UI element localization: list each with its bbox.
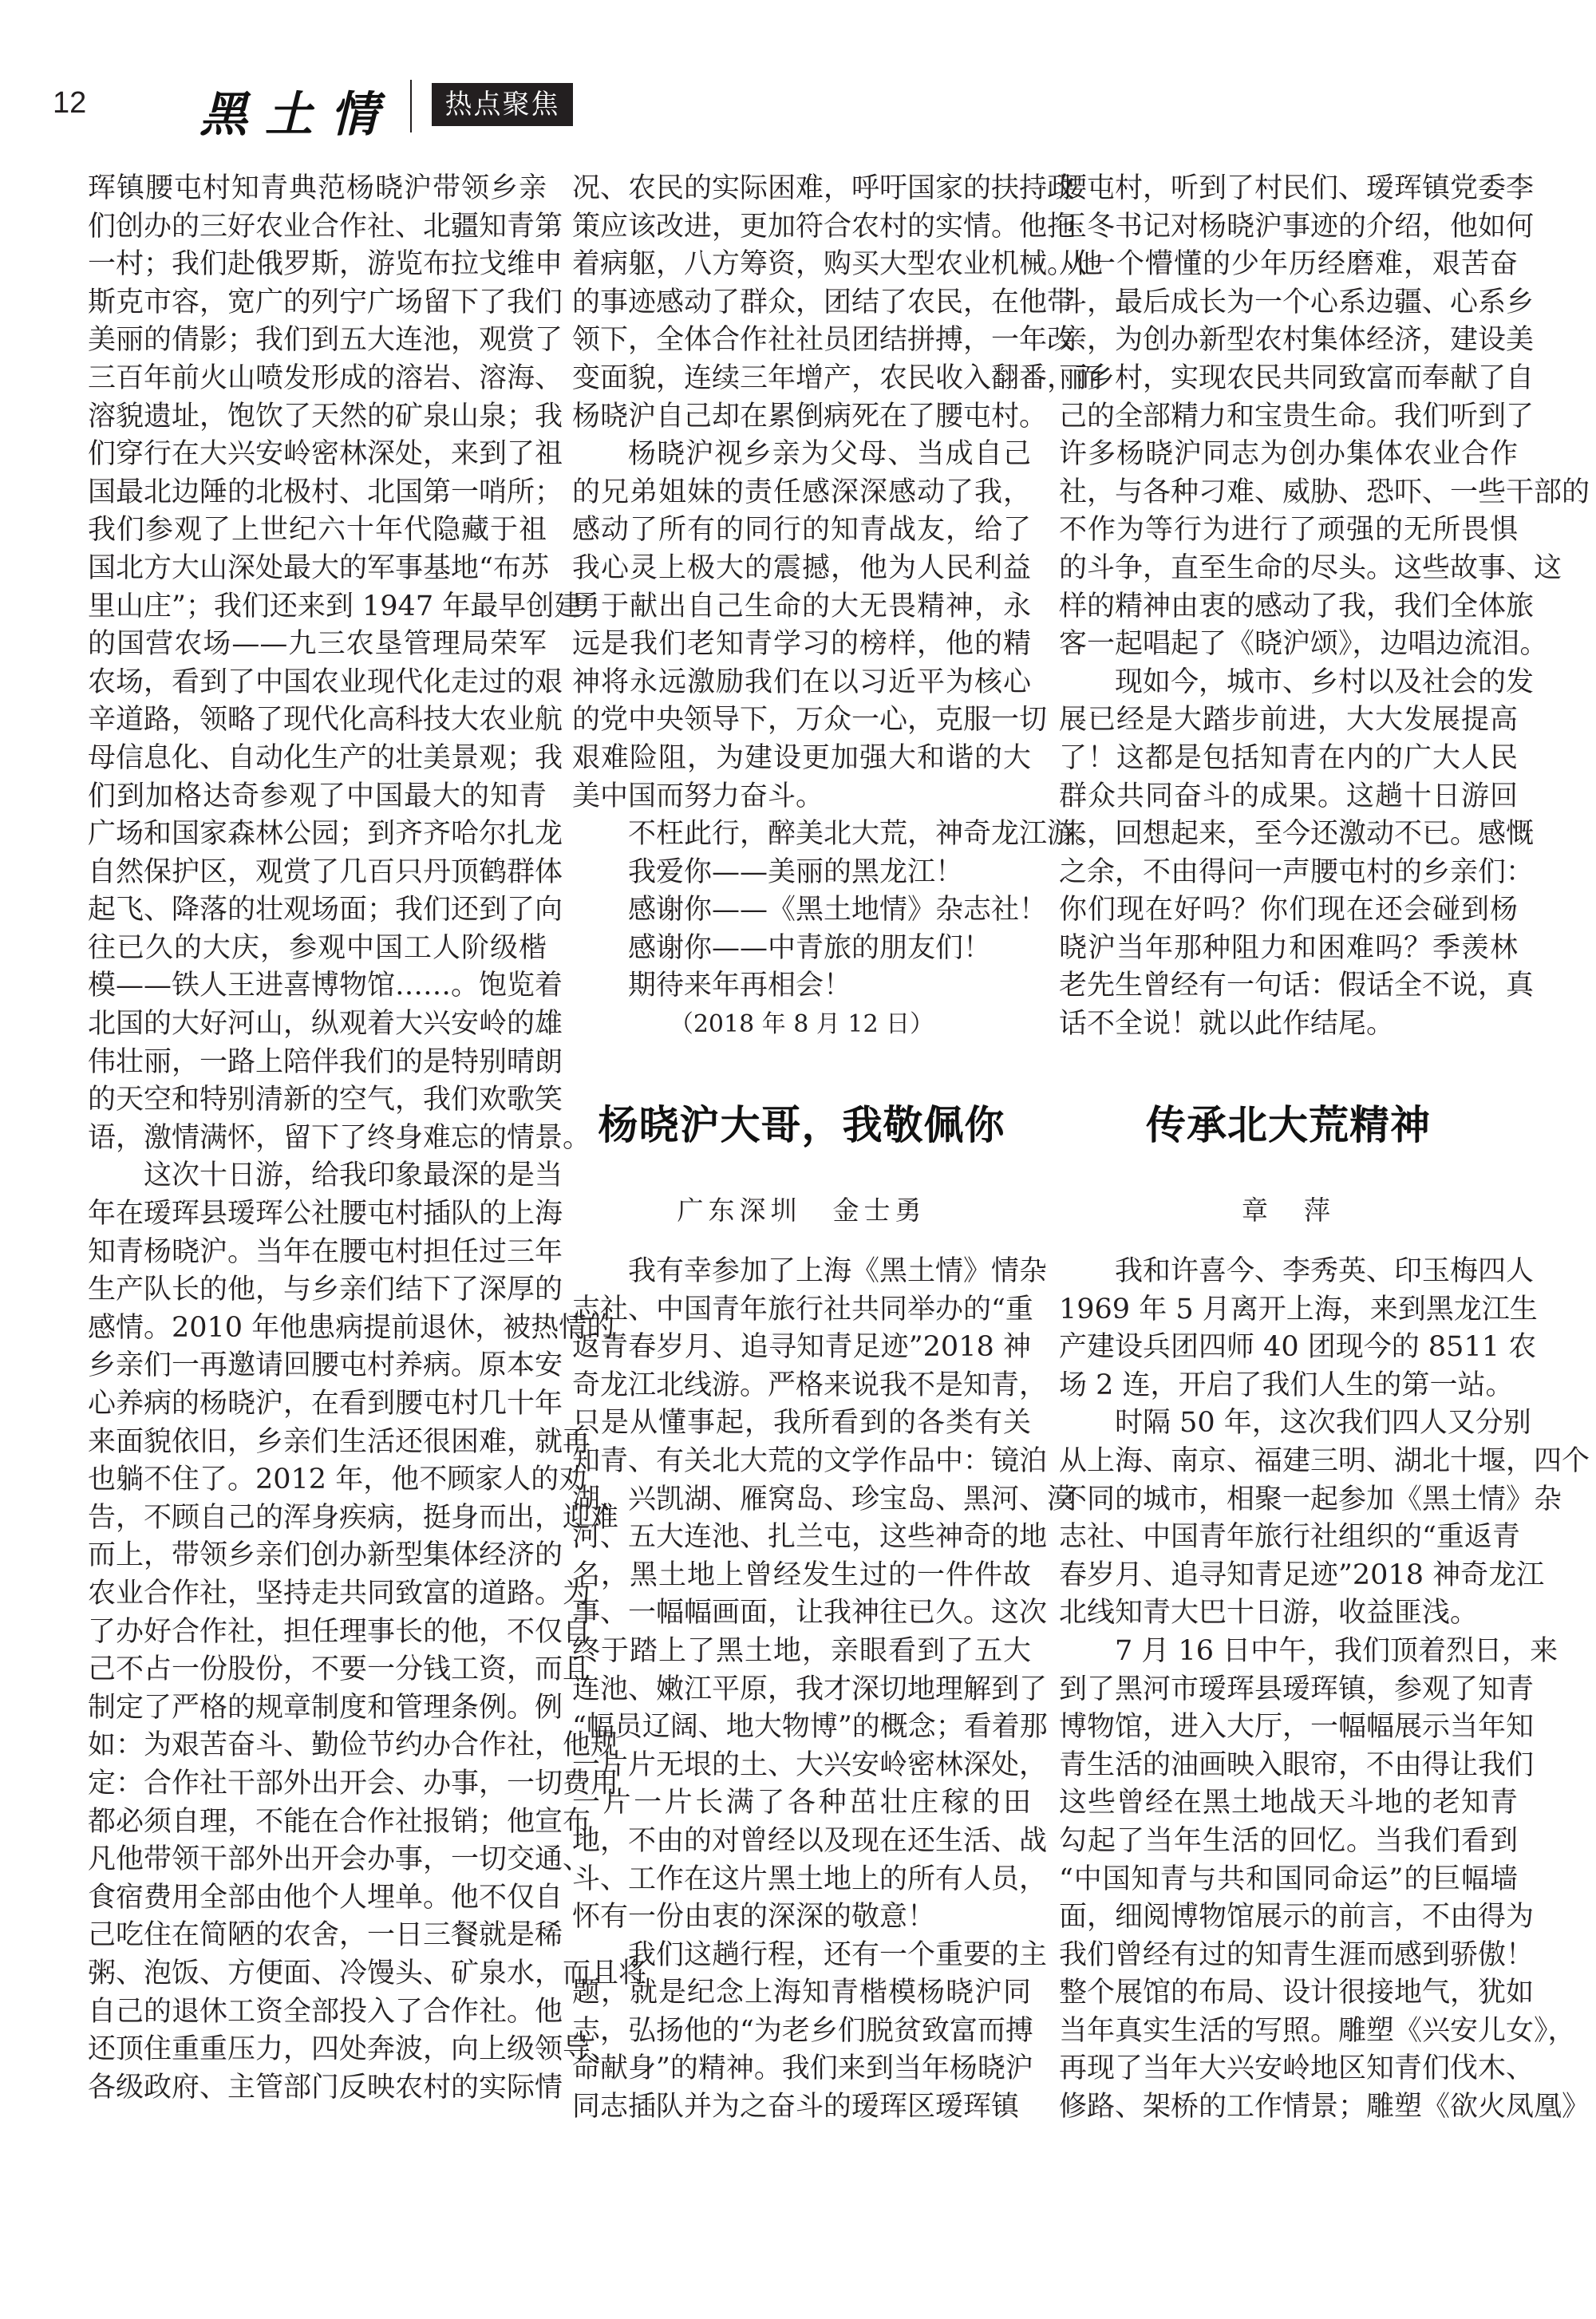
text-line: 往已久的大庆，参观中国工人阶级楷 xyxy=(88,931,547,964)
text-line: 凡他带领干部外出开会办事，一切交通、 xyxy=(88,1843,591,1876)
text-line: 北国的大好河山，纵观着大兴安岭的雄 xyxy=(88,1008,563,1041)
text-line: 变面貌，连续三年增产，农民收入翻番，而 xyxy=(572,361,1104,394)
text-line: 农场，看到了中国农业现代化走过的艰 xyxy=(88,666,563,698)
text-line: 们到加格达奇参观了中国最大的知青 xyxy=(88,780,547,812)
text-line: 感情。2010 年他患病提前退休，被热情的 xyxy=(88,1311,615,1344)
text-line: 社，与各种刁难、威胁、恐吓、一些干部的 xyxy=(1059,476,1590,508)
text-line: 定：合作社干部外出开会、办事，一切费用 xyxy=(88,1767,619,1799)
text-line: 场 2 连，开启了我们人生的第一站。 xyxy=(1059,1369,1514,1401)
text-line: 勾起了当年生活的回忆。当我们看到 xyxy=(1059,1824,1518,1857)
text-line: 面，细阅博物馆展示的前言，不由得为 xyxy=(1059,1901,1535,1934)
text-line: 不同的城市，相聚一起参加《黑土情》杂 xyxy=(1059,1483,1562,1515)
text-line: 事、一幅幅画面，让我神往已久。这次 xyxy=(572,1597,1048,1630)
text-line: 7 月 16 日中午，我们顶着烈日，来 xyxy=(1115,1634,1558,1667)
text-line: 青生活的油画映入眼帘，不由得让我们 xyxy=(1059,1748,1535,1781)
text-line: 知青、有关北大荒的文学作品中：镜泊 xyxy=(572,1444,1048,1477)
text-line: 的事迹感动了群众，团结了农民，在他带 xyxy=(572,286,1076,318)
text-line: 我们参观了上世纪六十年代隐藏于祖 xyxy=(88,514,547,547)
text-line: 生产队长的他，与乡亲们结下了深厚的 xyxy=(88,1274,563,1306)
poem-line: 感谢你——《黑土地情》杂志社！ xyxy=(628,894,1048,926)
article3-body xyxy=(1059,1253,1590,2127)
text-line: 志，弘扬他的“为老乡们脱贫致富而搏 xyxy=(572,2014,1033,2047)
text-line: 不作为等行为进行了顽强的无所畏惧 xyxy=(1059,514,1518,547)
text-line: 我心灵上极大的震撼，他为人民利益 xyxy=(572,551,1031,584)
text-line: 北线知青大巴十日游，收益匪浅。 xyxy=(1059,1597,1479,1630)
text-line: 自己的退休工资全部投入了合作社。他 xyxy=(88,1995,563,2028)
text-line: 玉冬书记对杨晓沪事迹的介绍，他如何 xyxy=(1059,210,1535,243)
page-number: 12 xyxy=(53,86,87,120)
text-line: 们创办的三好农业合作社、北疆知青第 xyxy=(88,210,563,243)
text-line: 命献身”的精神。我们来到当年杨晓沪 xyxy=(572,2052,1033,2085)
text-line: 起飞、降落的壮观场面；我们还到了向 xyxy=(88,894,563,926)
text-line: 丽乡村，实现农民共同致富而奉献了自 xyxy=(1059,361,1535,394)
text-line: 乡亲们一再邀请回腰屯村养病。原本安 xyxy=(88,1349,563,1382)
text-line: 客一起唱起了《晓沪颂》，边唱边流泪。 xyxy=(1059,628,1548,661)
text-line: 许多杨晓沪同志为创办集体农业合作 xyxy=(1059,438,1518,471)
text-line: 斯克市容，宽广的列宁广场留下了我们 xyxy=(88,286,563,318)
text-line: 腰屯村，听到了村民们、瑷珲镇党委李 xyxy=(1059,172,1535,204)
text-line: 的斗争，直至生命的尽头。这些故事、这 xyxy=(1059,551,1562,584)
text-line: 河、五大连池、扎兰屯，这些神奇的地 xyxy=(572,1521,1048,1554)
text-line: 三百年前火山喷发形成的溶岩、溶海、 xyxy=(88,361,563,394)
masthead-logo: 黑土情 xyxy=(200,87,396,143)
text-line: 溶貌遗址，饱饮了天然的矿泉山泉；我 xyxy=(88,400,563,433)
page-header xyxy=(0,0,1596,143)
text-line: 告，不顾自己的浑身疾病，挺身而出，迎难 xyxy=(88,1501,619,1534)
text-line: 群众共同奋斗的成果。这趟十日游回 xyxy=(1059,780,1518,812)
text-line: 杨晓沪视乡亲为父母、当成自己 xyxy=(628,438,1031,471)
text-line: 返青春岁月、追寻知青足迹”2018 神 xyxy=(572,1331,1031,1364)
text-line: 怀有一份由衷的深深的敬意！ xyxy=(572,1901,936,1934)
text-line: 国北方大山深处最大的军事基地“布苏 xyxy=(88,551,549,584)
text-line: 了办好合作社，担任理事长的他，不仅自 xyxy=(88,1615,591,1648)
text-line: 食宿费用全部由他个人埋单。他不仅自 xyxy=(88,1881,563,1914)
text-line: “幅员辽阔、地大物博”的概念；看着那 xyxy=(572,1711,1048,1744)
text-line: 到了黑河市瑷珲县瑷珲镇，参观了知青 xyxy=(1059,1673,1535,1705)
text-line: 题，就是纪念上海知青楷模杨晓沪同 xyxy=(572,1977,1031,2009)
text-line: 春岁月、追寻知青足迹”2018 神奇龙江 xyxy=(1059,1559,1545,1591)
header-divider xyxy=(410,80,412,132)
text-line: 远是我们老知青学习的榜样，他的精 xyxy=(572,628,1031,661)
text-line: 模——铁人王进喜博物馆……。饱览着 xyxy=(88,970,563,1002)
text-line: 语，激情满怀，留下了终身难忘的情景。 xyxy=(88,1121,591,1154)
text-line: 也躺不住了。2012 年，他不顾家人的劝 xyxy=(88,1464,587,1496)
text-line: 整个展馆的布局、设计很接地气，犹如 xyxy=(1059,1977,1535,2009)
text-line: 各级政府、主管部门反映农村的实际情 xyxy=(88,2071,563,2104)
article2-title: 杨晓沪大哥，我敬佩你 xyxy=(598,1102,1005,1148)
text-line: 们穿行在大兴安岭密林深处，来到了祖 xyxy=(88,438,563,471)
text-line: 老先生曾经有一句话：假话全不说，真 xyxy=(1059,970,1535,1002)
text-line: 之余，不由得问一声腰屯村的乡亲们： xyxy=(1059,855,1535,888)
article2-body xyxy=(572,1253,1076,2127)
text-line: 话不全说！就以此作结尾。 xyxy=(1059,1008,1395,1041)
text-line: 国最北边陲的北极村、北国第一哨所； xyxy=(88,476,563,508)
text-line: 从一个懵懂的少年历经磨难，艰苦奋 xyxy=(1059,248,1518,281)
text-line: 我有幸参加了上海《黑土情》情杂 xyxy=(628,1255,1048,1287)
text-line: 己不占一份股份，不要一分钱工资，而且 xyxy=(88,1653,591,1686)
text-line: 来，回想起来，至今还激动不已。感慨 xyxy=(1059,818,1535,851)
text-line: 里山庄”；我们还来到 1947 年最早创建 xyxy=(88,590,583,622)
text-line: 同志插队并为之奋斗的瑷珲区瑷珲镇 xyxy=(572,2091,1020,2123)
text-line: 名，黑土地上曾经发生过的一件件故 xyxy=(572,1559,1031,1591)
text-line: 着病躯，八方筹资，购买大型农业机械。他 xyxy=(572,248,1104,281)
text-line: 展已经是大踏步前进，大大发展提高 xyxy=(1059,704,1518,737)
text-line: 美丽的倩影；我们到五大连池，观赏了 xyxy=(88,324,563,357)
article3-header xyxy=(1059,1093,1518,1231)
text-line: 这次十日游，给我印象最深的是当 xyxy=(144,1160,563,1192)
text-line: 伟壮丽，一路上陪伴我们的是特别晴朗 xyxy=(88,1045,563,1078)
text-line: 湖、兴凯湖、雁窝岛、珍宝岛、黑河、漠 xyxy=(572,1483,1076,1515)
text-line: 时隔 50 年，这次我们四人又分别 xyxy=(1115,1407,1531,1440)
article3-byline: 章 萍 xyxy=(1242,1195,1335,1226)
text-line: 了！这都是包括知青在内的广大人民 xyxy=(1059,741,1518,774)
text-line: 如：为艰苦奋斗、勤俭节约办合作社，他规 xyxy=(88,1729,619,1762)
text-line: 奇龙江北线游。严格来说我不是知青， xyxy=(572,1369,1048,1401)
text-line: 粥、泡饭、方便面、冷馒头、矿泉水，而且将 xyxy=(88,1957,647,1989)
text-line: 辛道路，领略了现代化高科技大农业航 xyxy=(88,704,563,737)
text-line: 的党中央领导下，万众一心，克服一切 xyxy=(572,704,1048,737)
text-line: 晓沪当年那种阻力和困难吗？季羡林 xyxy=(1059,931,1518,964)
text-line: 领下，全体合作社社员团结拼搏，一年改 xyxy=(572,324,1076,357)
text-line: 珲镇腰屯村知青典范杨晓沪带领乡亲 xyxy=(88,172,547,204)
text-line: 博物馆，进入大厅，一幅幅展示当年知 xyxy=(1059,1711,1535,1744)
article1-column1 xyxy=(88,170,647,2107)
text-line: “中国知青与共和国同命运”的巨幅墙 xyxy=(1059,1863,1518,1895)
article1-column2 xyxy=(572,170,1104,1044)
article2-column3 xyxy=(1059,170,1590,1044)
text-line: 一村；我们赴俄罗斯，游览布拉戈维申 xyxy=(88,248,563,281)
text-line: 只是从懂事起，我所看到的各类有关 xyxy=(572,1407,1031,1440)
text-line: 连池、嫩江平原，我才深切地理解到了 xyxy=(572,1673,1048,1705)
poem-line: 感谢你——中青旅的朋友们！ xyxy=(628,931,992,964)
text-line: 当年真实生活的写照。雕塑《兴安儿女》， xyxy=(1059,2014,1576,2047)
text-line: 艰难险阻，为建设更加强大和谐的大 xyxy=(572,741,1031,774)
text-line: 广场和国家森林公园；到齐齐哈尔扎龙 xyxy=(88,818,563,851)
text-line: 地，不由的对曾经以及现在还生活、战 xyxy=(572,1824,1048,1857)
text-line: 况、农民的实际困难，呼吁国家的扶持政 xyxy=(572,172,1076,204)
text-line: 现如今，城市、乡村以及社会的发 xyxy=(1115,666,1535,698)
text-line: 我和许喜今、李秀英、印玉梅四人 xyxy=(1115,1255,1535,1287)
text-line: 样的精神由衷的感动了我，我们全体旅 xyxy=(1059,590,1535,622)
text-line: 1969 年 5 月离开上海，来到黑龙江生 xyxy=(1059,1293,1538,1325)
text-line: 从上海、南京、福建三明、湖北十堰，四个 xyxy=(1059,1444,1590,1477)
text-line: 感动了所有的同行的知青战友，给了 xyxy=(572,514,1031,547)
section-tag: 热点聚焦 xyxy=(432,83,573,126)
article2-byline: 广东深圳 金士勇 xyxy=(677,1195,926,1226)
text-line: 制定了严格的规章制度和管理条例。例 xyxy=(88,1691,563,1724)
text-line: 知青杨晓沪。当年在腰屯村担任过三年 xyxy=(88,1235,563,1268)
text-line: 我们这趟行程，还有一个重要的主 xyxy=(628,1938,1048,1971)
article3-title: 传承北大荒精神 xyxy=(1146,1102,1431,1148)
text-line: 还顶住重重压力，四处奔波，向上级领导、 xyxy=(88,2033,619,2066)
poem-line: 期待来年再相会！ xyxy=(628,970,852,1002)
text-line: 终于踏上了黑土地，亲眼看到了五大 xyxy=(572,1634,1031,1667)
text-line: 志社、中国青年旅行社组织的“重返青 xyxy=(1059,1521,1520,1554)
text-line: 的国营农场——九三农垦管理局荣军 xyxy=(88,628,547,661)
text-line: 斗、工作在这片黑土地上的所有人员， xyxy=(572,1863,1048,1895)
article2-header xyxy=(572,1093,1031,1231)
text-line: 农业合作社，坚持走共同致富的道路。为 xyxy=(88,1577,591,1610)
text-line: 勇于献出自己生命的大无畏精神，永 xyxy=(572,590,1031,622)
poem-line: 我爱你——美丽的黑龙江！ xyxy=(628,855,964,888)
text-line: 己吃住在简陋的农舍，一日三餐就是稀 xyxy=(88,1919,563,1952)
text-line: 我们曾经有过的知青生涯而感到骄傲！ xyxy=(1059,1938,1535,1971)
text-line: 你们现在好吗？你们现在还会碰到杨 xyxy=(1059,894,1518,926)
text-line: 策应该改进，更加符合农村的实情。他拖 xyxy=(572,210,1076,243)
text-line: 来面貌依旧，乡亲们生活还很困难，就再 xyxy=(88,1425,591,1458)
text-line: 己的全部精力和宝贵生命。我们听到了 xyxy=(1059,400,1535,433)
text-line: 一片片无垠的土、大兴安岭密林深处， xyxy=(572,1748,1048,1781)
article1-date: （2018 年 8 月 12 日） xyxy=(669,1010,934,1039)
text-line: 而上，带领乡亲们创办新型集体经济的 xyxy=(88,1539,563,1572)
text-line: 美中国而努力奋斗。 xyxy=(572,780,824,812)
text-line: 这些曾经在黑土地战天斗地的老知青 xyxy=(1059,1787,1518,1819)
text-line: 杨晓沪自己却在累倒病死在了腰屯村。 xyxy=(572,400,1048,433)
text-line: 亲，为创办新型农村集体经济，建设美 xyxy=(1059,324,1535,357)
text-line: 斗，最后成长为一个心系边疆、心系乡 xyxy=(1059,286,1535,318)
text-line: 的兄弟姐妹的责任感深深感动了我， xyxy=(572,476,1031,508)
text-line: 产建设兵团四师 40 团现今的 8511 农 xyxy=(1059,1331,1537,1364)
text-line: 都必须自理，不能在合作社报销；他宣布 xyxy=(88,1805,591,1838)
poem-line: 不枉此行，醉美北大荒，神奇龙江游。 xyxy=(628,818,1104,851)
text-line: 修路、架桥的工作情景；雕塑《欲火凤凰》 xyxy=(1059,2091,1590,2123)
text-line: 志社、中国青年旅行社共同举办的“重 xyxy=(572,1293,1033,1325)
text-line: 自然保护区，观赏了几百只丹顶鹤群体 xyxy=(88,855,563,888)
text-line: 再现了当年大兴安岭地区知青们伐木、 xyxy=(1059,2052,1535,2085)
text-line: 一片一片长满了各种茁壮庄稼的田 xyxy=(572,1787,1031,1819)
text-line: 心养病的杨晓沪，在看到腰屯村几十年 xyxy=(88,1388,563,1420)
text-line: 年在瑷珲县瑷珲公社腰屯村插队的上海 xyxy=(88,1198,563,1231)
text-line: 神将永远激励我们在以习近平为核心 xyxy=(572,666,1031,698)
text-line: 的天空和特别清新的空气，我们欢歌笑 xyxy=(88,1084,563,1116)
text-line: 母信息化、自动化生产的壮美景观；我 xyxy=(88,741,563,774)
